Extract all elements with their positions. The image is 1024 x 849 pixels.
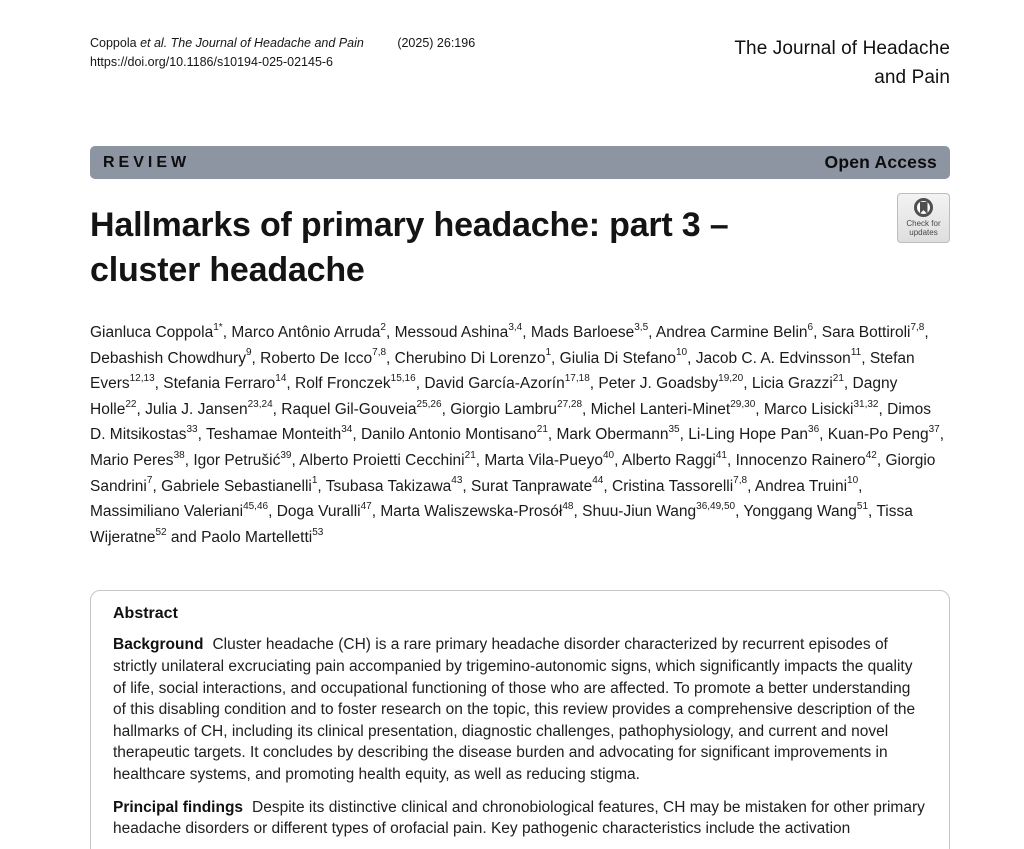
author-name: Licia Grazzi$^{21}$ <box>751 373 844 393</box>
author-name: Mads Barloese$^{3,5}$ <box>530 321 649 341</box>
page-header <box>90 34 950 92</box>
author-name: Dimos D. Mitsikostas$^{33}$ <box>90 400 932 444</box>
doi-link[interactable]: https://doi.org/10.1186/s10194-025-02145-6 <box>90 55 334 69</box>
author-name: Marta Waliszewska-Prosół$^{48}$ <box>380 501 574 521</box>
bookmark-icon <box>920 202 928 214</box>
author-name: Marco Lisicki$^{31,32}$ <box>763 398 879 418</box>
doi-line <box>90 53 475 72</box>
author-name: Igor Petrušić$^{39}$ <box>193 449 292 469</box>
author-name: Roberto De Icco$^{7,8}$ <box>260 347 387 367</box>
author-name: Innocenzo Rainero$^{42}$ <box>735 449 877 469</box>
author-name: Julia J. Jansen$^{23,24}$ <box>145 398 273 418</box>
author-name: Michel Lanteri-Minet$^{29,30}$ <box>590 398 756 418</box>
abstract-principal-findings-label: Principal findings <box>113 798 244 816</box>
author-name: Jacob C. A. Edvinsson$^{11}$ <box>695 347 862 367</box>
citation-journal: et al. The Journal of Headache and Pain <box>140 36 364 50</box>
abstract-principal-findings <box>113 797 927 840</box>
author-name: Giorgio Sandrini$^7$ <box>90 451 936 495</box>
journal-title-line2: and Pain <box>874 67 950 88</box>
abstract-background <box>113 634 927 785</box>
check-updates-label <box>906 219 940 237</box>
author-name: Alberto Raggi$^{41}$ <box>621 449 727 469</box>
author-name: Andrea Carmine Belin$^6$ <box>655 321 814 341</box>
author-name: Messoud Ashina$^{3,4}$ <box>394 321 523 341</box>
author-name: Gianluca Coppola$^{1*}$ <box>90 321 223 341</box>
journal-title-line1: The Journal of Headache <box>734 38 950 59</box>
author-name: Debashish Chowdhury$^9$ <box>90 347 252 367</box>
author-name: Stefania Ferraro$^{14}$ <box>163 373 287 393</box>
author-name: Giorgio Lambru$^{27,28}$ <box>450 398 583 418</box>
author-name: Tsubasa Takizawa$^{43}$ <box>325 475 463 495</box>
author-name: Kuan-Po Peng$^{37}$ <box>827 424 940 444</box>
abstract-principal-findings-text: Despite its distinctive clinical and chronobiological features, CH may be mistaken for other primary headache disorders or different types of orofacial pain. Key pathogenic characteristics include the activation <box>113 798 925 838</box>
author-name: Stefan Evers$^{12,13}$ <box>90 349 915 393</box>
author-name: Doga Vuralli$^{47}$ <box>276 501 372 521</box>
author-name: Gabriele Sebastianelli$^1$ <box>161 475 318 495</box>
check-updates-line1: Check for <box>906 219 941 228</box>
citation-block <box>90 34 475 72</box>
author-name: Li-Ling Hope Pan$^{36}$ <box>688 424 820 444</box>
author-name: Giulia Di Stefano$^{10}$ <box>559 347 688 367</box>
citation-issue: (2025) 26:196 <box>397 36 476 50</box>
author-name: Marta Vila-Pueyo$^{40}$ <box>484 449 615 469</box>
abstract-box <box>90 590 950 849</box>
review-banner <box>90 146 950 179</box>
author-name: Shuu-Jiun Wang$^{36,49,50}$ <box>582 501 736 521</box>
author-name: Massimiliano Valeriani$^{45,46}$ <box>90 501 269 521</box>
journal-title <box>734 34 950 92</box>
open-access-label: Open Access <box>824 152 937 172</box>
article-type-label: REVIEW <box>103 153 191 171</box>
author-name: Mario Peres$^{38}$ <box>90 449 185 469</box>
author-name: Alberto Proietti Cecchini$^{21}$ <box>299 449 476 469</box>
author-name: Sara Bottiroli$^{7,8}$ <box>821 321 925 341</box>
abstract-background-text: Cluster headache (CH) is a rare primary headache disorder characterized by recurrent episodes of strictly unilateral excruciating pain accompanied by trigemino-autonomic signs, which significantly impacts the quality of life, social interactions, and occupational functioning of those who are affected. To promote a better understanding of this disabling condition and to foster research on the topic, this review provides a comprehensive description of the hallmarks of CH, including its clinical presentation, diagnostic challenges, pathophysiology, and current and novel therapeutic targets. It concludes by describing the disease burden and advocating for significant improvements in healthcare systems, and promoting health equity, as well as reducing stigma. <box>113 636 916 783</box>
page-title: Hallmarks of primary headache: part 3 – cluster headache <box>90 206 729 289</box>
author-name: Danilo Antonio Montisano$^{21}$ <box>360 424 548 444</box>
author-name: David García-Azorín$^{17,18}$ <box>424 373 590 393</box>
author-name: Mark Obermann$^{35}$ <box>556 424 680 444</box>
author-name: Surat Tanprawate$^{44}$ <box>471 475 604 495</box>
author-name: Tissa Wijeratne$^{52}$ <box>90 503 913 546</box>
citation-line <box>90 34 475 53</box>
author-name: Marco Antônio Arruda$^2$ <box>231 321 386 341</box>
title-row <box>90 203 950 293</box>
abstract-background-label: Background <box>113 636 204 654</box>
check-updates-line2: updates <box>909 228 938 237</box>
author-name: Paolo Martelletti$^{53}$ <box>201 526 324 546</box>
author-name: Cristina Tassorelli$^{7,8}$ <box>612 475 748 495</box>
check-for-updates-badge[interactable] <box>897 193 950 243</box>
author-name: Raquel Gil-Gouveia$^{25,26}$ <box>281 398 442 418</box>
author-name: Teshamae Monteith$^{34}$ <box>205 424 353 444</box>
abstract-heading: Abstract <box>113 605 178 623</box>
author-name: Dagny Holle$^{22}$ <box>90 375 898 418</box>
author-list: Gianluca Coppola$^{1*}$, Marco Antônio Arruda$^2$, Messoud Ashina$^{3,4}$, Mads Barloese$^{3,5}$, Andrea Carmine Belin$^6$, Sara Bottiroli$^{7,8}$, Debashish Chowdhury$^9$, Roberto De Icco$^{7,8}$, Cherubino Di Lorenzo$^1$, Giulia Di Stefano$^{10}$, Jacob C. A. Edvinsson$^{11}$, Stefan Evers$^{12,13}$, Stefania Ferraro$^{14}$, Rolf Fronczek$^{15,16}$, David García-Azorín$^{17,18}$, Peter J. Goadsby$^{19,20}$, Licia Grazzi$^{21}$, Dagny Holle$^{22}$, Julia J. Jansen$^{23,24}$, Raquel Gil-Gouveia$^{25,26}$, Giorgio Lambru$^{27,28}$, Michel Lanteri-Minet$^{29,30}$, Marco Lisicki$^{31,32}$, Dimos D. Mitsikostas$^{33}$, Teshamae Monteith$^{34}$, Danilo Antonio Montisano$^{21}$, Mark Obermann$^{35}$, Li-Ling Hope Pan$^{36}$, Kuan-Po Peng$^{37}$, Mario Peres$^{38}$, Igor Petrušić$^{39}$, Alberto Proietti Cecchini$^{21}$, Marta Vila-Pueyo$^{40}$, Alberto Raggi$^{41}$, Innocenzo Rainero$^{42}$, Giorgio Sandrini$^7$, Gabriele Sebastianelli$^1$, Tsubasa Takizawa$^{43}$, Surat Tanprawate$^{44}$, Cristina Tassorelli$^{7,8}$, Andrea Truini$^{10}$, Massimiliano Valeriani$^{45,46}$, Doga Vuralli$^{47}$, Marta Waliszewska-Prosół$^{48}$, Shuu-Jiun Wang$^{36,49,50}$, Yonggang Wang$^{51}$, Tissa Wijeratne$^{52}$ and Paolo Martelletti$^{53}$ <box>90 321 945 546</box>
author-name: Andrea Truini$^{10}$ <box>754 475 859 495</box>
crossmark-icon <box>914 198 933 217</box>
citation-author: Coppola <box>90 36 137 50</box>
author-name: Cherubino Di Lorenzo$^1$ <box>394 347 552 367</box>
author-name: Rolf Fronczek$^{15,16}$ <box>295 373 416 393</box>
author-name: Peter J. Goadsby$^{19,20}$ <box>598 373 744 393</box>
author-name: Yonggang Wang$^{51}$ <box>743 501 869 521</box>
